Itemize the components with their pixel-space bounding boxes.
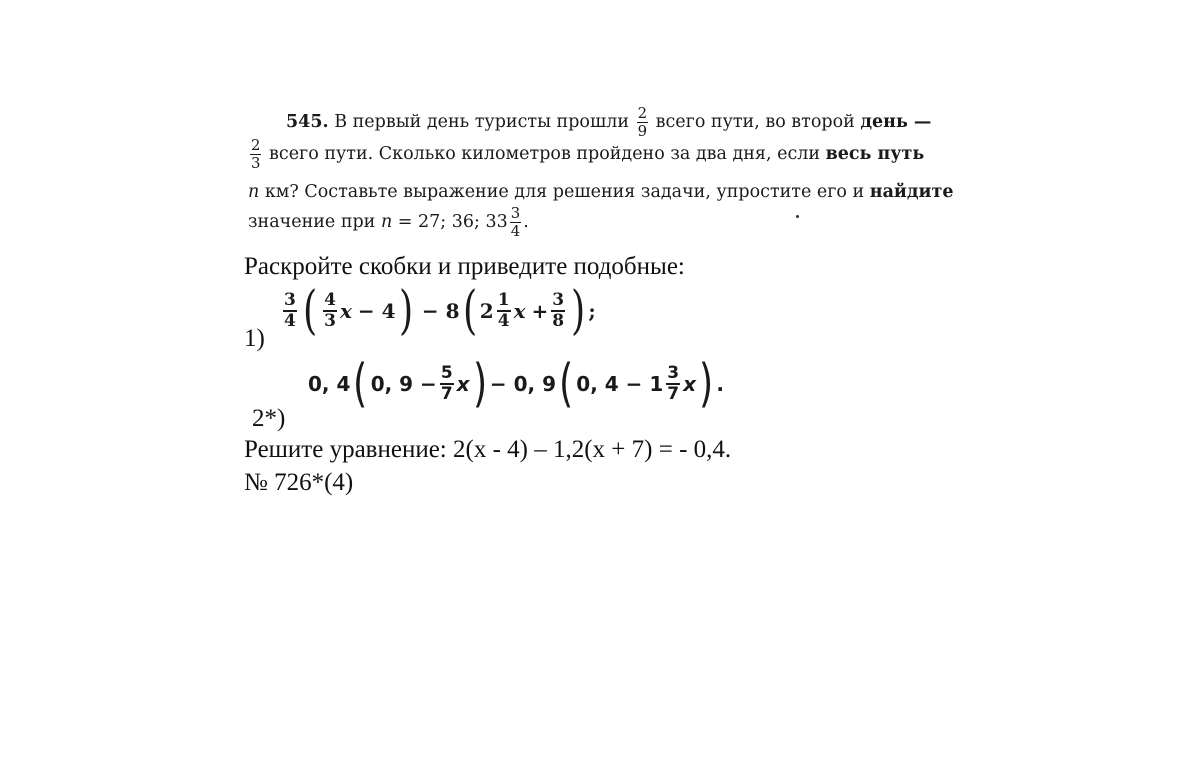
expression-2-label: 2*): [252, 405, 286, 432]
right-paren: ): [699, 354, 714, 414]
expression-1: [280, 281, 596, 341]
term: 0, 9 −: [370, 372, 437, 396]
problem-text-bold: день —: [860, 111, 932, 132]
fraction: $\frac{2}{3}$: [251, 136, 261, 172]
right-paren: ): [571, 281, 586, 341]
problem-values: = 27; 36; 33: [397, 211, 508, 232]
fraction: $\frac{3}{8}$: [552, 290, 565, 331]
variable-x: x: [513, 299, 526, 323]
period: .: [523, 211, 529, 232]
problem-text: всего пути. Сколько километров пройдено за два дня, если: [269, 143, 821, 164]
fraction: $\frac{1}{4}$: [497, 290, 510, 331]
fraction: $\frac{4}{3}$: [324, 290, 336, 331]
problem-545: [248, 100, 1023, 240]
problem-text-bold: найдите: [869, 182, 954, 202]
term: − 4: [357, 299, 396, 323]
problem-text: км? Составьте выражение для решения задачи, упростите его и: [264, 182, 865, 202]
variable-n: n: [248, 182, 260, 202]
fraction: $\frac{3}{4}$: [510, 204, 521, 240]
left-paren: (: [559, 354, 574, 414]
term: 0, 4 − 1: [576, 372, 664, 396]
task-heading: Раскройте скобки и приведите подобные:: [244, 253, 685, 280]
scan-speck: [796, 215, 799, 218]
plus-sign: +: [531, 299, 549, 323]
left-paren: (: [353, 354, 368, 414]
problem-text: В первый день туристы прошли: [334, 111, 630, 132]
variable-n: n: [380, 211, 393, 232]
equation-task: Решите уравнение: 2(x - 4) – 1,2(x + 7) = - 0,4.: [244, 436, 732, 463]
term: 0, 4: [308, 372, 351, 396]
problem-line-2: [248, 138, 924, 171]
right-paren: ): [472, 354, 487, 414]
problem-line-1: [286, 106, 931, 139]
fraction: $\frac{3}{7}$: [667, 363, 680, 404]
variable-x: x: [339, 299, 352, 323]
whole-part: 2: [479, 299, 494, 323]
left-paren: (: [302, 281, 318, 341]
exercise-reference: № 726*(4): [244, 469, 354, 496]
fraction: $\frac{5}{7}$: [440, 363, 453, 404]
problem-text-bold: весь путь: [825, 143, 925, 164]
period: .: [716, 372, 724, 396]
problem-line-3: [248, 182, 954, 202]
fraction: $\frac{2}{9}$: [637, 104, 648, 140]
fraction: $\frac{3}{4}$: [284, 290, 296, 331]
problem-line-4: [248, 206, 529, 239]
term: − 0, 9: [489, 372, 556, 396]
semicolon: ;: [588, 299, 596, 323]
expression-1-label: 1): [244, 325, 265, 352]
problem-text: всего пути, во второй: [655, 111, 855, 132]
problem-number: 545.: [286, 111, 329, 132]
variable-x: x: [456, 372, 470, 396]
left-paren: (: [462, 281, 477, 341]
term: − 8: [421, 299, 460, 323]
expression-2: [308, 354, 724, 414]
problem-text: значение при: [248, 211, 376, 232]
right-paren: ): [398, 281, 413, 341]
variable-x: x: [683, 372, 697, 396]
